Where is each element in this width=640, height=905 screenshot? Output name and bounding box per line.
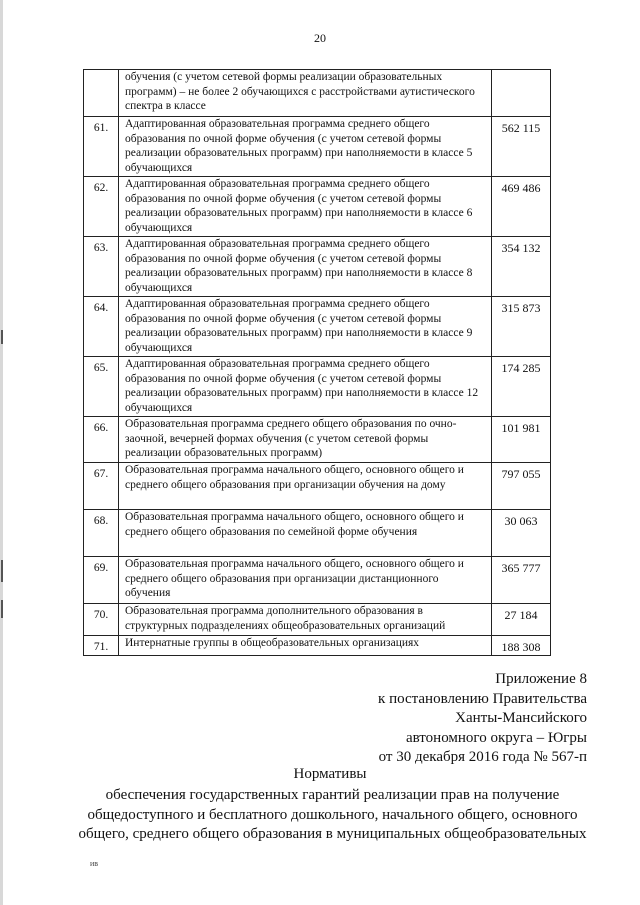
subtitle-line: общедоступного и бесплатного дошкольного, начального общего, основного [87, 806, 578, 823]
appendix-line: автономного округа – Югры [405, 729, 587, 746]
subtitle-line: обеспечения государственных гарантий реализации прав на получение [105, 787, 560, 803]
appendix-header [378, 670, 587, 768]
table-row [84, 604, 551, 636]
normatives-title: Нормативы [293, 766, 367, 782]
row-number: 62. [84, 177, 119, 237]
row-description: Образовательная программа начального общего, основного общего и среднего общего образования по семейной форме обучения [119, 510, 492, 557]
row-description: Образовательная программа дополнительного образования в структурных подразделениях общеобразовательных организаций [119, 604, 492, 636]
row-number: 71. [84, 636, 119, 656]
row-number: 69. [84, 557, 119, 604]
appendix-line: Ханты-Мансийского [455, 710, 587, 726]
appendix-line: от 30 декабря 2016 года № 567-п [378, 749, 587, 765]
row-number: 61. [84, 117, 119, 177]
row-description: Адаптированная образовательная программа среднего общего образования по очной форме обучения (с учетом сетевой формы реализации образовательных программ) при наполняемости в классе 5 обучающихся [119, 117, 492, 177]
row-description: Адаптированная образовательная программа среднего общего образования по очной форме обучения (с учетом сетевой формы реализации образовательных программ) при наполняемости в классе 9 обучающихся [119, 297, 492, 357]
row-number: 67. [84, 463, 119, 510]
table-row [84, 557, 551, 604]
table-row [84, 417, 551, 463]
row-number: 70. [84, 604, 119, 636]
table-row [84, 463, 551, 510]
table-row [84, 510, 551, 557]
row-value: 174 285 [492, 357, 551, 417]
row-number: 68. [84, 510, 119, 557]
normatives-subtitle [70, 786, 595, 845]
row-number: 66. [84, 417, 119, 463]
appendix-line: к постановлению Правительства [378, 690, 587, 707]
row-value: 30 063 [492, 510, 551, 557]
row-number: 65. [84, 357, 119, 417]
row-description: Образовательная программа среднего общего образования по очно-заочной, вечерней формах обучения (с учетом сетевой формы реализации образовательных программ) [119, 417, 492, 463]
row-number [84, 70, 119, 117]
table-row [84, 237, 551, 297]
scan-mark [1, 560, 3, 582]
table-row [84, 297, 551, 357]
row-value: 562 115 [492, 117, 551, 177]
scan-mark [1, 330, 3, 344]
row-value [492, 70, 551, 117]
page-number: 20 [314, 31, 326, 45]
row-description: Образовательная программа начального общего, основного общего и среднего общего образования при организации дистанционного обучения [119, 557, 492, 604]
executor-initials: ив [90, 859, 99, 868]
row-number: 64. [84, 297, 119, 357]
row-description: обучения (с учетом сетевой формы реализации образовательных программ) – не более 2 обучающихся с расстройствами аутистического спектра в классе [119, 70, 492, 117]
row-value: 101 981 [492, 417, 551, 463]
scan-mark [1, 600, 3, 618]
row-value: 315 873 [492, 297, 551, 357]
row-description: Интернатные группы в общеобразовательных организациях [119, 636, 492, 656]
subtitle-line: общего, среднего общего образования в муниципальных общеобразовательных [78, 826, 587, 842]
row-value: 188 308 [492, 636, 551, 656]
table-row [84, 70, 551, 117]
table-row [84, 357, 551, 417]
appendix-line: Приложение 8 [495, 671, 587, 687]
row-value: 469 486 [492, 177, 551, 237]
row-number: 63. [84, 237, 119, 297]
row-description: Образовательная программа начального общего, основного общего и среднего общего образования при организации обучения на дому [119, 463, 492, 510]
normatives-table [83, 69, 551, 656]
row-value: 797 055 [492, 463, 551, 510]
table-row [84, 177, 551, 237]
table-row [84, 117, 551, 177]
row-value: 27 184 [492, 604, 551, 636]
table-row [84, 636, 551, 656]
row-description: Адаптированная образовательная программа среднего общего образования по очной форме обучения (с учетом сетевой формы реализации образовательных программ) при наполняемости в классе 8 обучающихся [119, 237, 492, 297]
row-value: 365 777 [492, 557, 551, 604]
row-description: Адаптированная образовательная программа среднего общего образования по очной форме обучения (с учетом сетевой формы реализации образовательных программ) при наполняемости в классе 6 обучающихся [119, 177, 492, 237]
row-description: Адаптированная образовательная программа среднего общего образования по очной форме обучения (с учетом сетевой формы реализации образовательных программ) при наполняемости в классе 12 обучающихся [119, 357, 492, 417]
row-value: 354 132 [492, 237, 551, 297]
